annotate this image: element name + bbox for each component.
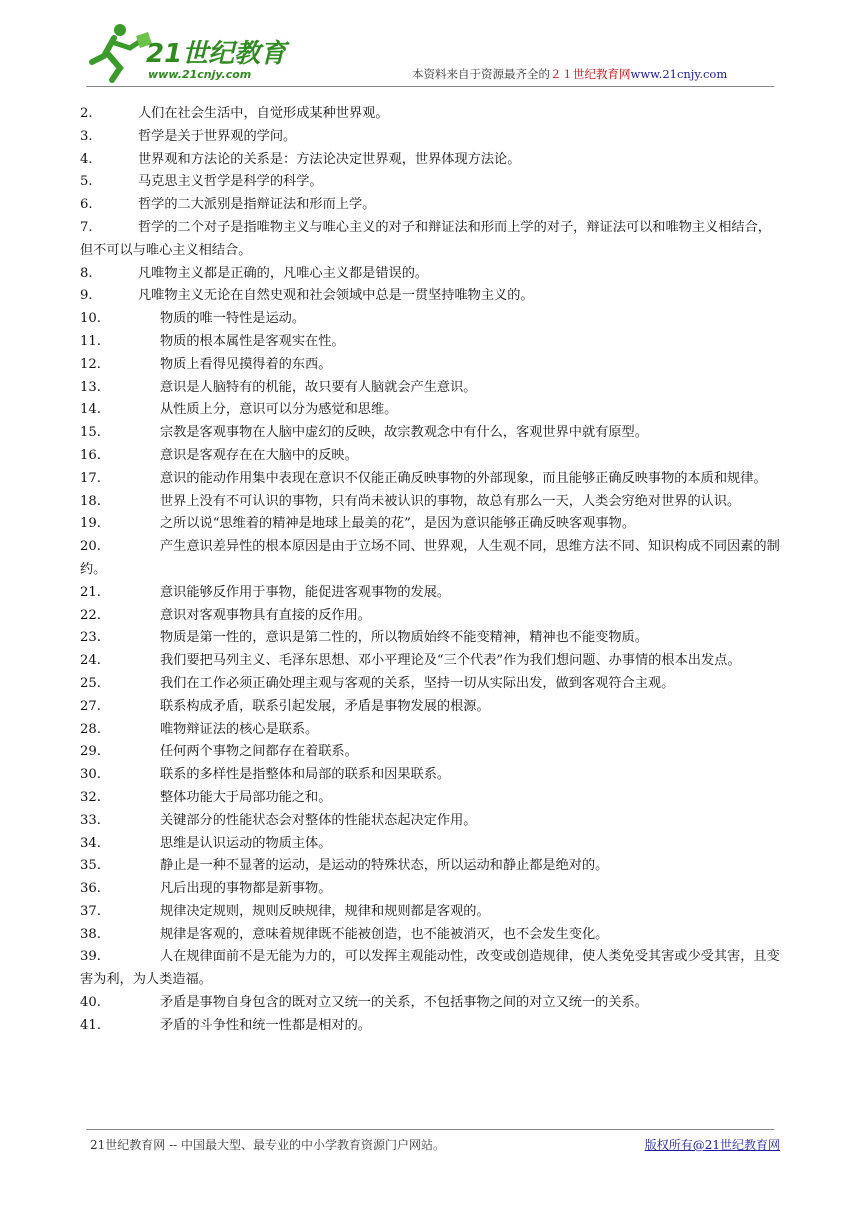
item-text: 矛盾是事物自身包含的既对立又统一的关系，不包括事物之间的对立又统一的关系。 bbox=[160, 995, 648, 1011]
list-item bbox=[80, 605, 780, 628]
item-number: 33. bbox=[80, 812, 101, 828]
list-item bbox=[80, 194, 780, 217]
item-number: 25. bbox=[80, 675, 101, 691]
item-number: 18. bbox=[80, 493, 101, 509]
list-item bbox=[80, 285, 780, 308]
list-item bbox=[80, 787, 780, 810]
list-item bbox=[80, 491, 780, 514]
list-item bbox=[80, 1015, 780, 1038]
item-text: 联系的多样性是指整体和局部的联系和因果联系。 bbox=[160, 767, 451, 783]
list-item bbox=[80, 719, 780, 742]
item-text: 物质上看得见摸得着的东西。 bbox=[160, 356, 332, 372]
item-text: 宗教是客观事物在人脑中虚幻的反映，故宗教观念中有什么，客观世界中就有原型。 bbox=[160, 425, 648, 441]
header-tagline bbox=[412, 66, 727, 82]
item-number: 11. bbox=[80, 333, 101, 349]
item-number: 38. bbox=[80, 926, 101, 942]
tagline-url[interactable]: www.21cnjy.com bbox=[630, 67, 728, 81]
site-logo[interactable] bbox=[86, 18, 306, 88]
item-number: 27. bbox=[80, 698, 101, 714]
item-text: 马克思主义哲学是科学的科学。 bbox=[138, 174, 323, 190]
item-number: 20. bbox=[80, 539, 101, 555]
item-number: 3. bbox=[80, 128, 93, 144]
item-text: 凡后出现的事物都是新事物。 bbox=[160, 881, 332, 897]
item-text: 从性质上分，意识可以分为感觉和思维。 bbox=[160, 402, 398, 418]
item-number: 5. bbox=[80, 174, 93, 190]
list-item bbox=[80, 217, 780, 263]
item-number: 2. bbox=[80, 106, 93, 121]
item-text: 联系构成矛盾，联系引起发展，矛盾是事物发展的根源。 bbox=[160, 698, 490, 714]
footer-divider bbox=[86, 1129, 774, 1130]
item-number: 12. bbox=[80, 356, 101, 372]
item-number: 8. bbox=[80, 265, 93, 281]
list-item bbox=[80, 764, 780, 787]
page-header bbox=[0, 0, 860, 95]
item-number: 14. bbox=[80, 402, 101, 418]
item-number: 9. bbox=[80, 288, 93, 304]
item-number: 32. bbox=[80, 789, 101, 805]
item-text: 意识对客观事物具有直接的反作用。 bbox=[160, 607, 371, 623]
item-text: 世界上没有不可认识的事物，只有尚未被认识的事物，故总有那么一天，人类会穷绝对世界的认识。 bbox=[160, 493, 741, 509]
item-text: 唯物辩证法的核心是联系。 bbox=[160, 721, 319, 737]
item-text: 物质的根本属性是客观实在性。 bbox=[160, 333, 345, 349]
list-item bbox=[80, 833, 780, 856]
item-text: 我们在工作必须正确处理主观与客观的关系，坚持一切从实际出发，做到客观符合主观。 bbox=[160, 675, 675, 691]
item-text: 物质的唯一特性是运动。 bbox=[160, 311, 306, 327]
item-number: 21. bbox=[80, 584, 101, 600]
list-item bbox=[80, 331, 780, 354]
item-number: 41. bbox=[80, 1017, 101, 1033]
list-item bbox=[80, 946, 780, 992]
list-item bbox=[80, 263, 780, 286]
item-text: 思维是认识运动的物质主体。 bbox=[160, 835, 332, 851]
list-item bbox=[80, 354, 780, 377]
item-text: 哲学的二大派别是指辩证法和形而上学。 bbox=[138, 197, 376, 213]
logo-url: www.21cnjy.com bbox=[148, 68, 252, 81]
item-number: 22. bbox=[80, 607, 101, 623]
item-text: 关键部分的性能状态会对整体的性能状态起决定作用。 bbox=[160, 812, 477, 828]
item-text: 意识的能动作用集中表现在意识不仅能正确反映事物的外部现象，而且能够正确反映事物的本质和规律。 bbox=[160, 470, 767, 486]
item-text: 意识是客观存在在大脑中的反映。 bbox=[160, 447, 358, 463]
tagline-brand: ２１世纪教育网 bbox=[550, 67, 631, 81]
item-number: 37. bbox=[80, 903, 101, 919]
item-number: 17. bbox=[80, 470, 101, 486]
item-text: 意识能够反作用于事物，能促进客观事物的发展。 bbox=[160, 584, 451, 600]
list-item bbox=[80, 582, 780, 605]
list-item bbox=[80, 399, 780, 422]
list-item bbox=[80, 855, 780, 878]
item-text: 哲学的二个对子是指唯物主义与唯心主义的对子和辩证法和形而上学的对子，辩证法可以和唯物主义相结合，但不可以与唯心主义相结合。 bbox=[80, 219, 771, 258]
item-text: 意识是人脑特有的机能，故只要有人脑就会产生意识。 bbox=[160, 379, 477, 395]
list-item bbox=[80, 422, 780, 445]
list-item bbox=[80, 878, 780, 901]
item-text: 静止是一种不显著的运动，是运动的特殊状态，所以运动和静止都是绝对的。 bbox=[160, 858, 609, 874]
list-item bbox=[80, 673, 780, 696]
list-item bbox=[80, 377, 780, 400]
list-item bbox=[80, 171, 780, 194]
header-divider bbox=[86, 86, 774, 87]
list-item bbox=[80, 992, 780, 1015]
item-number: 23. bbox=[80, 630, 101, 646]
list-item bbox=[80, 103, 780, 126]
list-item bbox=[80, 468, 780, 491]
item-number: 24. bbox=[80, 653, 101, 669]
item-number: 34. bbox=[80, 835, 101, 851]
footer-text: 21世纪教育网 -- 中国最大型、最专业的中小学教育资源门户网站。 bbox=[90, 1138, 446, 1152]
item-number: 39. bbox=[80, 949, 101, 965]
item-number: 28. bbox=[80, 721, 101, 737]
item-number: 4. bbox=[80, 151, 93, 167]
list-item bbox=[80, 126, 780, 149]
copyright-link[interactable]: 版权所有@21世纪教育网 bbox=[644, 1138, 780, 1152]
item-text: 哲学是关于世界观的学问。 bbox=[138, 128, 297, 144]
item-number: 16. bbox=[80, 447, 101, 463]
item-number: 29. bbox=[80, 744, 101, 760]
item-text: 任何两个事物之间都存在着联系。 bbox=[160, 744, 358, 760]
item-number: 40. bbox=[80, 995, 101, 1011]
statement-list bbox=[80, 103, 780, 1038]
item-text: 规律决定规则，规则反映规律，规律和规则都是客观的。 bbox=[160, 903, 490, 919]
list-item bbox=[80, 924, 780, 947]
list-item bbox=[80, 627, 780, 650]
item-text: 之所以说“思维着的精神是地球上最美的花”，是因为意识能够正确反映客观事物。 bbox=[160, 516, 636, 532]
item-text: 凡唯物主义都是正确的，凡唯心主义都是错误的。 bbox=[138, 265, 429, 281]
item-text: 人在规律面前不是无能为力的，可以发挥主观能动性，改变或创造规律，使人类免受其害或少受其害，且变害为利，为人类造福。 bbox=[80, 949, 780, 988]
item-number: 35. bbox=[80, 858, 101, 874]
item-number: 7. bbox=[80, 219, 93, 235]
list-item bbox=[80, 149, 780, 172]
item-number: 30. bbox=[80, 767, 101, 783]
item-text: 我们要把马列主义、毛泽东思想、邓小平理论及“三个代表”作为我们想问题、办事情的根本出发点。 bbox=[160, 653, 741, 669]
list-item bbox=[80, 445, 780, 468]
item-number: 15. bbox=[80, 425, 101, 441]
list-item bbox=[80, 536, 780, 582]
item-number: 36. bbox=[80, 881, 101, 897]
item-number: 10. bbox=[80, 311, 101, 327]
item-text: 矛盾的斗争性和统一性都是相对的。 bbox=[160, 1017, 371, 1033]
item-text: 产生意识差异性的根本原因是由于立场不同、世界观，人生观不同，思维方法不同、知识构成不同因素的制约。 bbox=[80, 539, 780, 577]
item-text: 世界观和方法论的关系是：方法论决定世界观，世界体现方法论。 bbox=[138, 151, 521, 167]
list-item bbox=[80, 650, 780, 673]
item-number: 13. bbox=[80, 379, 101, 395]
list-item bbox=[80, 513, 780, 536]
list-item bbox=[80, 810, 780, 833]
list-item bbox=[80, 741, 780, 764]
logo-text: 21世纪教育 bbox=[146, 39, 287, 69]
list-item bbox=[80, 901, 780, 924]
item-number: 19. bbox=[80, 516, 101, 532]
item-text: 整体功能大于局部功能之和。 bbox=[160, 789, 332, 805]
item-text: 规律是客观的，意味着规律既不能被创造，也不能被消灭，也不会发生变化。 bbox=[160, 926, 609, 942]
list-item bbox=[80, 308, 780, 331]
tagline-prefix: 本资料来自于资源最齐全的 bbox=[412, 67, 550, 81]
item-text: 人们在社会生活中，自觉形成某种世界观。 bbox=[138, 106, 389, 121]
list-item bbox=[80, 696, 780, 719]
item-number: 6. bbox=[80, 197, 93, 213]
item-text: 物质是第一性的，意识是第二性的，所以物质始终不能变精神，精神也不能变物质。 bbox=[160, 630, 648, 646]
item-text: 凡唯物主义无论在自然史观和社会领域中总是一贯坚持唯物主义的。 bbox=[138, 288, 534, 304]
